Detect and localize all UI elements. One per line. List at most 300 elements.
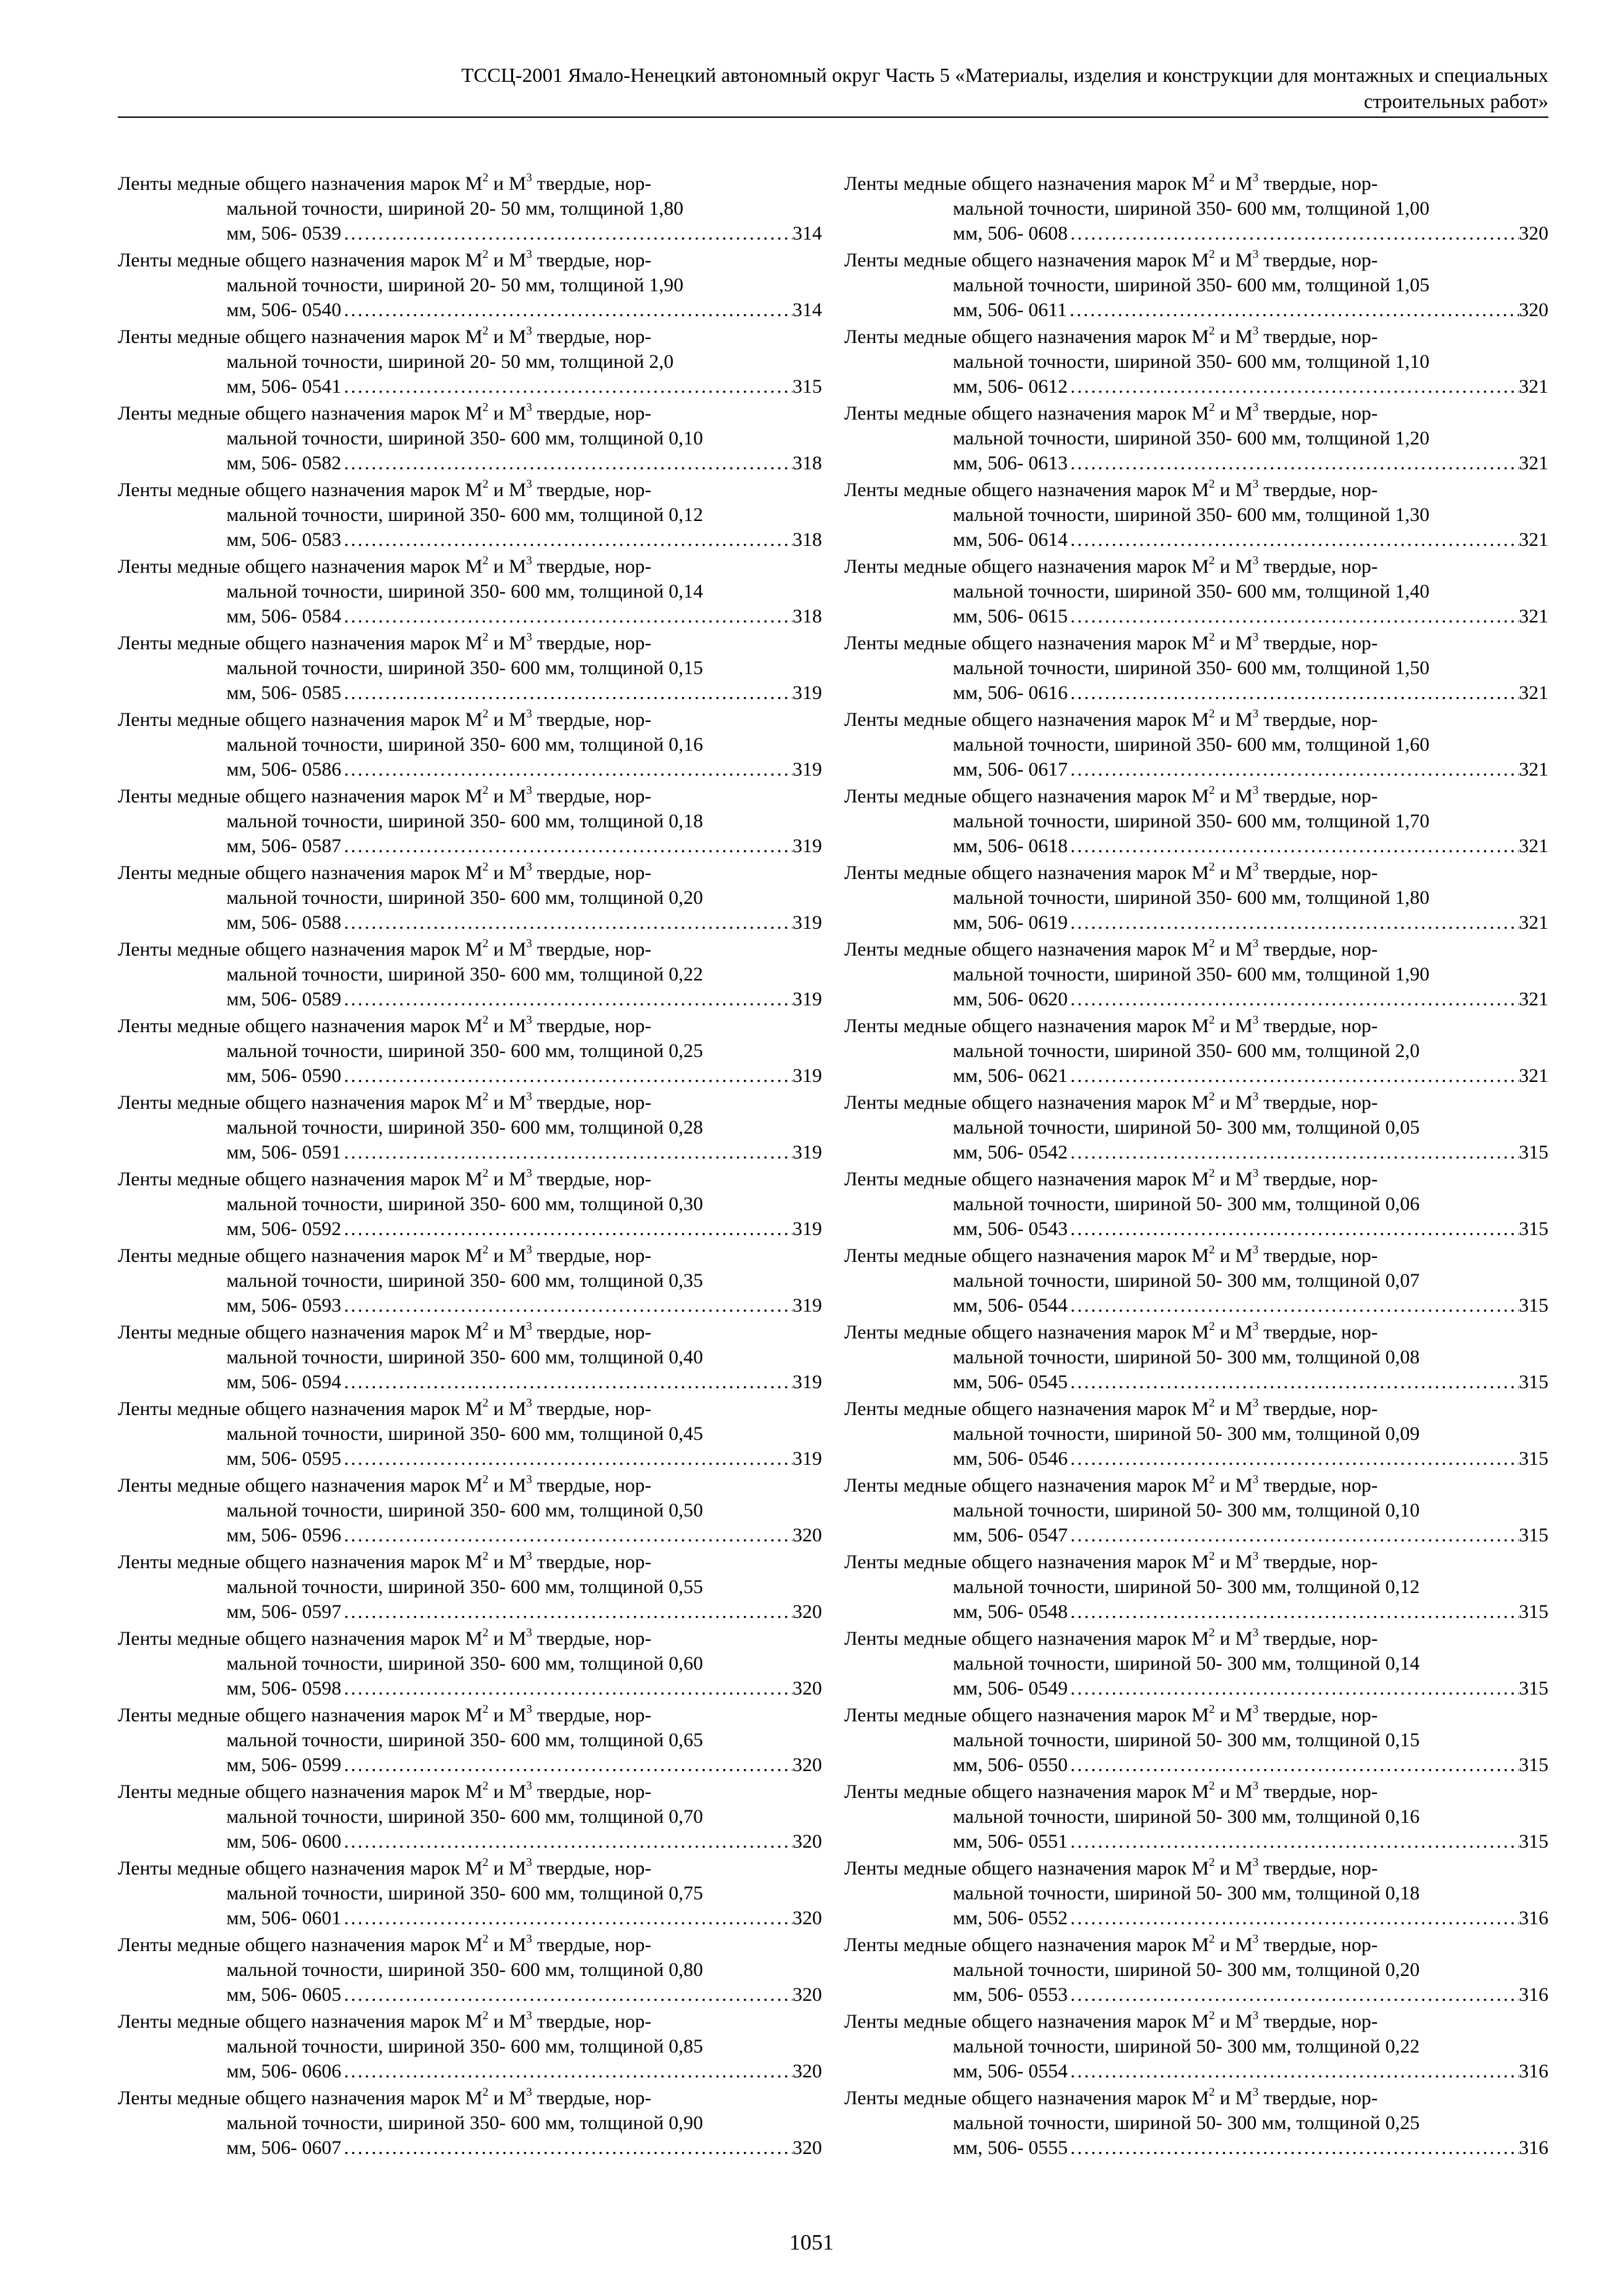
entry-title: Ленты медные общего назначения марок М — [118, 785, 483, 807]
grade-superscript-1: 2 — [1209, 1703, 1215, 1715]
grade-superscript-1: 2 — [482, 1167, 489, 1179]
entry-code: мм, 506- 0544 — [953, 1295, 1068, 1316]
grade-superscript-1: 2 — [1209, 861, 1215, 873]
entry-description: мальной точности, шириной 20- 50 мм, толщиной 1,90 — [226, 274, 684, 296]
entry-page-ref[interactable]: 320 — [793, 1601, 822, 1623]
index-entry — [844, 325, 1548, 401]
grade-superscript-1: 2 — [1209, 401, 1215, 414]
entry-line-1 — [844, 401, 1548, 426]
entry-title: Ленты медные общего назначения марок М — [118, 1245, 483, 1266]
entry-title-mid: и М — [1215, 785, 1253, 807]
entry-description: мальной точности, шириной 350- 600 мм, толщиной 0,25 — [226, 1040, 704, 1062]
entry-line-3 — [844, 987, 1548, 1012]
entry-title: Ленты медные общего назначения марок М — [844, 1092, 1209, 1113]
entry-line-3 — [118, 298, 822, 323]
entry-line-1 — [844, 1933, 1548, 1958]
entry-page-ref[interactable]: 320 — [793, 1984, 822, 2005]
grade-superscript-2: 3 — [526, 1550, 532, 1562]
index-entry — [844, 1780, 1548, 1856]
entry-description: мальной точности, шириной 350- 600 мм, толщиной 2,0 — [953, 1040, 1420, 1062]
entry-title-tail: твердые, нор- — [532, 1015, 652, 1037]
entry-line-1 — [118, 1703, 822, 1728]
entry-code: мм, 506- 0549 — [953, 1677, 1068, 1699]
entry-title-tail: твердые, нор- — [1258, 862, 1378, 884]
entry-line-3 — [844, 681, 1548, 706]
entry-code: мм, 506- 0539 — [226, 223, 342, 244]
grade-superscript-1: 2 — [482, 1626, 489, 1639]
entry-description: мальной точности, шириной 350- 600 мм, толщиной 0,10 — [226, 427, 704, 449]
entry-title-tail: твердые, нор- — [1258, 2087, 1378, 2109]
index-entry — [118, 1780, 822, 1856]
index-entry — [844, 631, 1548, 708]
grade-superscript-2: 3 — [1253, 401, 1258, 414]
grade-superscript-2: 3 — [526, 1856, 532, 1869]
entry-line-1 — [118, 1090, 822, 1115]
grade-superscript-1: 2 — [1209, 937, 1215, 950]
entry-title-tail: твердые, нор- — [532, 249, 652, 271]
index-entry — [844, 1397, 1548, 1473]
entry-page-ref[interactable]: 314 — [793, 299, 822, 321]
index-entry — [844, 1167, 1548, 1244]
entry-title: Ленты медные общего назначения марок М — [118, 939, 483, 960]
dot-leader — [341, 834, 793, 859]
entry-title-mid: и М — [1215, 1092, 1253, 1113]
entry-title-tail: твердые, нор- — [532, 939, 652, 960]
entry-page-ref[interactable]: 320 — [1519, 223, 1548, 244]
entry-title-mid: и М — [488, 632, 526, 654]
dot-leader — [341, 1753, 793, 1778]
entry-description: мальной точности, шириной 350- 600 мм, толщиной 1,90 — [953, 963, 1430, 985]
entry-title: Ленты медные общего назначения марок М — [118, 326, 483, 348]
entry-title-tail: твердые, нор- — [1258, 556, 1378, 577]
entry-title: Ленты медные общего назначения марок М — [844, 2087, 1209, 2109]
entry-line-3 — [844, 2136, 1548, 2161]
entry-description: мальной точности, шириной 350- 600 мм, толщиной 1,10 — [953, 351, 1430, 372]
grade-superscript-2: 3 — [526, 937, 532, 950]
dot-leader — [1067, 1293, 1519, 1318]
index-entry — [118, 325, 822, 401]
entry-line-3 — [118, 1064, 822, 1088]
entry-code: мм, 506- 0592 — [226, 1218, 342, 1240]
dot-leader — [341, 1523, 793, 1548]
entry-page-ref[interactable]: 319 — [793, 1448, 822, 1469]
entry-line-1 — [118, 1397, 822, 1422]
entry-title-mid: и М — [1215, 1398, 1253, 1420]
entry-code: мм, 506- 0547 — [953, 1524, 1068, 1546]
dot-leader — [341, 1829, 793, 1854]
entry-page-ref[interactable]: 315 — [1519, 1754, 1548, 1776]
entry-page-ref[interactable]: 316 — [1519, 1984, 1548, 2005]
entry-page-ref[interactable]: 318 — [793, 605, 822, 627]
entry-code: мм, 506- 0608 — [953, 223, 1068, 244]
running-header — [118, 62, 1548, 115]
entry-title-tail: твердые, нор- — [1258, 1551, 1378, 1573]
entry-page-ref[interactable]: 319 — [793, 1141, 822, 1163]
index-column-left — [118, 171, 822, 2162]
entry-title-mid: и М — [488, 1704, 526, 1726]
entry-page-ref[interactable]: 315 — [1519, 1141, 1548, 1163]
dot-leader — [1067, 834, 1519, 859]
grade-superscript-1: 2 — [1209, 171, 1215, 184]
grade-superscript-1: 2 — [482, 1550, 489, 1562]
entry-title-tail: твердые, нор- — [1258, 632, 1378, 654]
entry-title-tail: твердые, нор- — [532, 403, 652, 424]
index-entry — [844, 248, 1548, 325]
entry-page-ref[interactable]: 320 — [793, 2060, 822, 2082]
entry-code: мм, 506- 0605 — [226, 1984, 342, 2005]
entry-line-3 — [118, 1982, 822, 2007]
entry-line-1 — [118, 1244, 822, 1268]
entry-title-tail: твердые, нор- — [1258, 709, 1378, 730]
entry-page-ref[interactable]: 319 — [793, 1065, 822, 1086]
grade-superscript-2: 3 — [526, 708, 532, 720]
entry-line-3 — [844, 221, 1548, 246]
entry-title: Ленты медные общего назначения марок М — [118, 1781, 483, 1803]
entry-title: Ленты медные общего назначения марок М — [118, 403, 483, 424]
entry-line-1 — [118, 1473, 822, 1498]
dot-leader — [1067, 757, 1519, 782]
entry-page-ref[interactable]: 320 — [793, 1524, 822, 1546]
entry-page-ref[interactable]: 315 — [1519, 1371, 1548, 1393]
grade-superscript-1: 2 — [1209, 478, 1215, 490]
entry-page-ref[interactable]: 320 — [1519, 299, 1548, 321]
entry-title-tail: твердые, нор- — [532, 1934, 652, 1956]
entry-title-mid: и М — [488, 939, 526, 960]
dot-leader — [1067, 1140, 1519, 1165]
entry-description: мальной точности, шириной 350- 600 мм, толщиной 1,05 — [953, 274, 1430, 296]
entry-line-3 — [118, 681, 822, 706]
entry-line-1 — [844, 1090, 1548, 1115]
entry-code: мм, 506- 0591 — [226, 1141, 342, 1163]
entry-page-ref[interactable]: 321 — [1519, 1065, 1548, 1086]
grade-superscript-2: 3 — [1253, 325, 1258, 337]
entry-title: Ленты медные общего назначения марок М — [844, 1551, 1209, 1573]
index-entry — [118, 248, 822, 325]
entry-line-1 — [844, 554, 1548, 579]
entry-title-tail: твердые, нор- — [1258, 326, 1378, 348]
entry-title-tail: твердые, нор- — [532, 556, 652, 577]
dot-leader — [341, 1370, 793, 1395]
entry-code: мм, 506- 0540 — [226, 299, 342, 321]
entry-page-ref[interactable]: 319 — [793, 912, 822, 933]
grade-superscript-1: 2 — [1209, 1167, 1215, 1179]
entry-line-3 — [844, 1906, 1548, 1931]
entry-code: мм, 506- 0551 — [953, 1831, 1068, 1852]
entry-line-1 — [118, 1626, 822, 1651]
entry-page-ref[interactable]: 316 — [1519, 2137, 1548, 2159]
index-entry — [118, 1320, 822, 1397]
entry-title-tail: твердые, нор- — [1258, 403, 1378, 424]
entry-code: мм, 506- 0554 — [953, 2060, 1068, 2082]
entry-description: мальной точности, шириной 350- 600 мм, толщиной 0,18 — [226, 810, 704, 832]
index-entry — [844, 554, 1548, 631]
grade-superscript-2: 3 — [526, 631, 532, 643]
dot-leader — [1067, 1982, 1519, 2007]
grade-superscript-1: 2 — [1209, 248, 1215, 260]
entry-page-ref[interactable]: 320 — [793, 1907, 822, 1929]
dot-leader — [1067, 604, 1519, 629]
entry-page-ref[interactable]: 319 — [793, 1295, 822, 1316]
entry-title: Ленты медные общего назначения марок М — [844, 1321, 1209, 1343]
entry-line-1 — [118, 1014, 822, 1039]
grade-superscript-2: 3 — [1253, 1856, 1258, 1869]
entry-line-1 — [844, 1856, 1548, 1881]
entry-page-ref[interactable]: 315 — [1519, 1295, 1548, 1316]
entry-page-ref[interactable]: 319 — [793, 759, 822, 780]
entry-title: Ленты медные общего назначения марок М — [844, 785, 1209, 807]
entry-code: мм, 506- 0595 — [226, 1448, 342, 1469]
grade-superscript-1: 2 — [482, 248, 489, 260]
dot-leader — [1067, 1676, 1519, 1701]
header-line-2: строительных работ» — [1363, 90, 1548, 113]
grade-superscript-2: 3 — [526, 1397, 532, 1409]
grade-superscript-2: 3 — [1253, 1550, 1258, 1562]
entry-description: мальной точности, шириной 50- 300 мм, толщиной 0,05 — [953, 1117, 1420, 1138]
entry-description: мальной точности, шириной 50- 300 мм, толщиной 0,12 — [953, 1576, 1420, 1598]
entry-title-mid: и М — [1215, 1781, 1253, 1803]
entry-title-tail: твердые, нор- — [1258, 1015, 1378, 1037]
entry-title-mid: и М — [1215, 1628, 1253, 1649]
index-entry — [844, 708, 1548, 784]
grade-superscript-1: 2 — [1209, 1780, 1215, 1792]
entry-page-ref[interactable]: 315 — [1519, 1831, 1548, 1852]
entry-title-mid: и М — [1215, 1857, 1253, 1879]
index-entry — [118, 2086, 822, 2162]
entry-line-3 — [844, 1676, 1548, 1701]
entry-code: мм, 506- 0553 — [953, 1984, 1068, 2005]
entry-title: Ленты медные общего назначения марок М — [844, 173, 1209, 194]
entry-page-ref[interactable]: 316 — [1519, 2060, 1548, 2082]
grade-superscript-1: 2 — [482, 325, 489, 337]
grade-superscript-1: 2 — [482, 401, 489, 414]
entry-title: Ленты медные общего назначения марок М — [844, 1475, 1209, 1496]
entry-title: Ленты медные общего назначения марок М — [118, 1704, 483, 1726]
entry-line-1 — [118, 1933, 822, 1958]
entry-page-ref[interactable]: 315 — [1519, 1601, 1548, 1623]
index-entry — [844, 1090, 1548, 1167]
entry-title-tail: твердые, нор- — [1258, 249, 1378, 271]
entry-line-1 — [844, 1703, 1548, 1728]
entry-page-ref[interactable]: 321 — [1519, 682, 1548, 704]
index-entry — [118, 1550, 822, 1626]
entry-page-ref[interactable]: 319 — [793, 682, 822, 704]
entry-code: мм, 506- 0598 — [226, 1677, 342, 1699]
entry-title-mid: и М — [488, 1321, 526, 1343]
entry-page-ref[interactable]: 315 — [1519, 1218, 1548, 1240]
entry-page-ref[interactable]: 316 — [1519, 1907, 1548, 1929]
entry-code: мм, 506- 0620 — [953, 988, 1068, 1010]
entry-title-mid: и М — [1215, 1245, 1253, 1266]
entry-line-3 — [844, 1064, 1548, 1088]
entry-page-ref[interactable]: 321 — [1519, 988, 1548, 1010]
entry-title-mid: и М — [488, 1475, 526, 1496]
entry-page-ref[interactable]: 319 — [793, 1371, 822, 1393]
entry-page-ref[interactable]: 321 — [1519, 835, 1548, 857]
index-entry — [844, 2086, 1548, 2162]
entry-line-1 — [118, 1320, 822, 1345]
entry-page-ref[interactable]: 321 — [1519, 912, 1548, 933]
entry-line-1 — [844, 1780, 1548, 1804]
entry-page-ref[interactable]: 319 — [793, 835, 822, 857]
entry-line-3 — [844, 1446, 1548, 1471]
entry-title-tail: твердые, нор- — [1258, 1321, 1378, 1343]
grade-superscript-2: 3 — [1253, 1167, 1258, 1179]
entry-line-1 — [118, 1167, 822, 1192]
grade-superscript-2: 3 — [526, 1933, 532, 1945]
dot-leader — [341, 2059, 793, 2084]
entry-line-3 — [118, 910, 822, 935]
entry-code: мм, 506- 0606 — [226, 2060, 342, 2082]
entry-line-1 — [844, 861, 1548, 886]
entry-line-1 — [844, 1626, 1548, 1651]
entry-title: Ленты медные общего назначения марок М — [844, 632, 1209, 654]
grade-superscript-2: 3 — [1253, 1244, 1258, 1256]
entry-description: мальной точности, шириной 350- 600 мм, толщиной 0,15 — [226, 657, 704, 679]
grade-superscript-2: 3 — [1253, 861, 1258, 873]
index-entry — [844, 1473, 1548, 1550]
entry-title-tail: твердые, нор- — [532, 785, 652, 807]
grade-superscript-1: 2 — [1209, 1320, 1215, 1333]
entry-description: мальной точности, шириной 350- 600 мм, толщиной 0,35 — [226, 1270, 704, 1291]
entry-code: мм, 506- 0615 — [953, 605, 1068, 627]
entry-description: мальной точности, шириной 350- 600 мм, толщиной 0,14 — [226, 581, 704, 602]
entry-description: мальной точности, шириной 350- 600 мм, толщиной 0,85 — [226, 2036, 704, 2057]
entry-page-ref[interactable]: 321 — [1519, 452, 1548, 474]
entry-title: Ленты медные общего назначения марок М — [118, 632, 483, 654]
entry-title: Ленты медные общего назначения марок М — [118, 709, 483, 730]
grade-superscript-1: 2 — [1209, 2086, 1215, 2098]
entry-page-ref[interactable]: 321 — [1519, 529, 1548, 550]
entry-code: мм, 506- 0613 — [953, 452, 1068, 474]
index-entry — [844, 2009, 1548, 2086]
entry-title: Ленты медные общего назначения марок М — [844, 1398, 1209, 1420]
dot-leader — [1067, 1600, 1519, 1624]
entry-title-mid: и М — [1215, 1168, 1253, 1190]
entry-title-mid: и М — [488, 1934, 526, 1956]
entry-title-mid: и М — [488, 1092, 526, 1113]
grade-superscript-2: 3 — [526, 2086, 532, 2098]
grade-superscript-1: 2 — [482, 2086, 489, 2098]
dot-leader — [1067, 1370, 1519, 1395]
index-entry — [118, 1397, 822, 1473]
entry-line-3 — [118, 1753, 822, 1778]
entry-page-ref[interactable]: 320 — [793, 2137, 822, 2159]
entry-page-ref[interactable]: 319 — [793, 1218, 822, 1240]
dot-leader — [1067, 528, 1519, 552]
entry-page-ref[interactable]: 314 — [793, 223, 822, 244]
entry-description: мальной точности, шириной 350- 600 мм, толщиной 1,20 — [953, 427, 1430, 449]
entry-code: мм, 506- 0611 — [953, 299, 1067, 321]
entry-code: мм, 506- 0543 — [953, 1218, 1068, 1240]
entry-title-mid: и М — [488, 1781, 526, 1803]
entry-title-tail: твердые, нор- — [1258, 479, 1378, 501]
entry-code: мм, 506- 0589 — [226, 988, 342, 1010]
grade-superscript-1: 2 — [1209, 325, 1215, 337]
entry-title-mid: и М — [488, 403, 526, 424]
entry-code: мм, 506- 0548 — [953, 1601, 1068, 1623]
entry-title: Ленты медные общего назначения марок М — [118, 249, 483, 271]
entry-line-1 — [844, 171, 1548, 196]
dot-leader — [341, 1600, 793, 1624]
entry-code: мм, 506- 0597 — [226, 1601, 342, 1623]
entry-title-mid: и М — [1215, 632, 1253, 654]
entry-title-tail: твердые, нор- — [532, 1781, 652, 1803]
dot-leader — [341, 757, 793, 782]
entry-page-ref[interactable]: 320 — [793, 1677, 822, 1699]
entry-page-ref[interactable]: 321 — [1519, 376, 1548, 397]
dot-leader — [1067, 1064, 1519, 1088]
grade-superscript-2: 3 — [1253, 631, 1258, 643]
index-entry — [844, 1550, 1548, 1626]
entry-title: Ленты медные общего назначения марок М — [844, 556, 1209, 577]
entry-line-1 — [844, 708, 1548, 732]
grade-superscript-2: 3 — [526, 1473, 532, 1486]
entry-page-ref[interactable]: 320 — [793, 1831, 822, 1852]
header-rule — [118, 117, 1548, 118]
index-entry — [118, 1626, 822, 1703]
entry-title-mid: и М — [1215, 326, 1253, 348]
entry-page-ref[interactable]: 315 — [1519, 1677, 1548, 1699]
index-entry — [844, 1320, 1548, 1397]
grade-superscript-1: 2 — [1209, 1244, 1215, 1256]
dot-leader — [1067, 1523, 1519, 1548]
grade-superscript-2: 3 — [1253, 2009, 1258, 2022]
index-entry — [844, 401, 1548, 478]
grade-superscript-1: 2 — [1209, 1933, 1215, 1945]
entry-title-mid: и М — [488, 1168, 526, 1190]
entry-line-3 — [118, 1446, 822, 1471]
dot-leader — [1067, 987, 1519, 1012]
index-entry — [118, 2009, 822, 2086]
entry-page-ref[interactable]: 318 — [793, 529, 822, 550]
entry-title: Ленты медные общего назначения марок М — [118, 556, 483, 577]
index-entry — [118, 1014, 822, 1090]
entry-line-3 — [118, 528, 822, 552]
grade-superscript-1: 2 — [482, 1473, 489, 1486]
grade-superscript-1: 2 — [482, 631, 489, 643]
entry-page-ref[interactable]: 315 — [1519, 1524, 1548, 1546]
entry-line-3 — [118, 2136, 822, 2161]
entry-title-mid: и М — [1215, 173, 1253, 194]
entry-page-ref[interactable]: 320 — [793, 1754, 822, 1776]
entry-title-mid: и М — [1215, 1934, 1253, 1956]
entry-page-ref[interactable]: 315 — [793, 376, 822, 397]
entry-title: Ленты медные общего назначения марок М — [118, 1168, 483, 1190]
entry-code: мм, 506- 0599 — [226, 1754, 342, 1776]
grade-superscript-1: 2 — [482, 1014, 489, 1026]
grade-superscript-1: 2 — [482, 478, 489, 490]
entry-code: мм, 506- 0616 — [953, 682, 1068, 704]
entry-line-1 — [844, 1473, 1548, 1498]
entry-page-ref[interactable]: 321 — [1519, 759, 1548, 780]
entry-page-ref[interactable]: 319 — [793, 988, 822, 1010]
entry-line-1 — [118, 1780, 822, 1804]
entry-code: мм, 506- 0612 — [953, 376, 1068, 397]
entry-title-mid: и М — [488, 173, 526, 194]
entry-page-ref[interactable]: 315 — [1519, 1448, 1548, 1469]
entry-line-3 — [844, 451, 1548, 476]
dot-leader — [341, 374, 793, 399]
index-entry — [844, 1933, 1548, 2009]
index-entry — [118, 937, 822, 1014]
entry-line-3 — [844, 1140, 1548, 1165]
entry-title: Ленты медные общего назначения марок М — [118, 1092, 483, 1113]
entry-line-3 — [844, 1753, 1548, 1778]
entry-page-ref[interactable]: 321 — [1519, 605, 1548, 627]
entry-page-ref[interactable]: 318 — [793, 452, 822, 474]
entry-description: мальной точности, шириной 50- 300 мм, толщиной 0,09 — [953, 1423, 1420, 1444]
entry-description: мальной точности, шириной 350- 600 мм, толщиной 0,45 — [226, 1423, 704, 1444]
